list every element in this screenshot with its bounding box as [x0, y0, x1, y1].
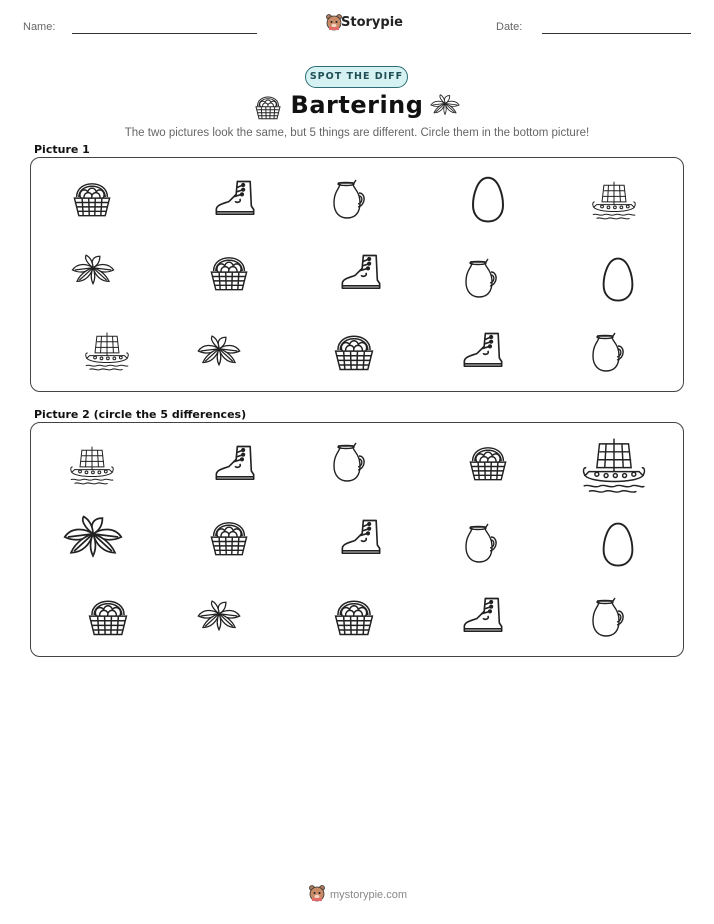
- picture1-label: Picture 1: [34, 143, 90, 156]
- picture1-panel[interactable]: [30, 157, 684, 392]
- spot-the-diff-badge: SPOT THE DIFF: [305, 66, 408, 88]
- picture2-label: Picture 2 (circle the 5 differences): [34, 408, 247, 421]
- ship-icon[interactable]: [591, 179, 637, 226]
- boot-icon[interactable]: [337, 517, 385, 564]
- jug-icon[interactable]: [587, 595, 627, 644]
- date-label: Date:: [496, 21, 523, 33]
- jug-icon[interactable]: [328, 177, 368, 226]
- egg-icon[interactable]: [599, 520, 637, 573]
- title-leaves-icon: [429, 94, 461, 116]
- leaves-icon[interactable]: [60, 515, 126, 564]
- basket-icon[interactable]: [207, 512, 251, 565]
- boot-icon[interactable]: [459, 595, 507, 642]
- page-title: Bartering: [290, 91, 424, 119]
- footer-logo-icon: [308, 884, 326, 904]
- basket-icon[interactable]: [70, 174, 114, 225]
- footer-url: mystorypie.com: [330, 889, 408, 901]
- leaves-icon[interactable]: [196, 334, 242, 373]
- name-label: Name:: [23, 21, 56, 33]
- boot-icon[interactable]: [459, 330, 507, 377]
- jug-icon[interactable]: [328, 440, 368, 489]
- date-line[interactable]: [542, 33, 691, 34]
- leaves-icon[interactable]: [196, 599, 242, 638]
- jug-icon[interactable]: [460, 521, 500, 570]
- boot-icon[interactable]: [211, 443, 259, 490]
- ship-icon[interactable]: [581, 435, 647, 500]
- brand-name: Storypie: [341, 15, 403, 30]
- jug-icon[interactable]: [587, 330, 627, 379]
- ship-icon[interactable]: [69, 443, 115, 492]
- basket-icon[interactable]: [466, 437, 510, 490]
- basket-icon[interactable]: [331, 591, 377, 644]
- basket-icon[interactable]: [85, 590, 131, 645]
- egg-icon[interactable]: [469, 174, 507, 229]
- boot-icon[interactable]: [211, 178, 259, 225]
- basket-icon[interactable]: [331, 326, 377, 379]
- name-line[interactable]: [72, 33, 257, 34]
- ship-icon[interactable]: [84, 328, 130, 379]
- boot-icon[interactable]: [337, 252, 385, 299]
- jug-icon[interactable]: [460, 256, 500, 305]
- egg-icon[interactable]: [599, 255, 637, 308]
- instructions: The two pictures look the same, but 5 things are different. Circle them in the bottom picture!: [124, 127, 590, 139]
- picture2-panel[interactable]: [30, 422, 684, 657]
- leaves-icon[interactable]: [70, 254, 116, 291]
- basket-icon[interactable]: [207, 247, 251, 300]
